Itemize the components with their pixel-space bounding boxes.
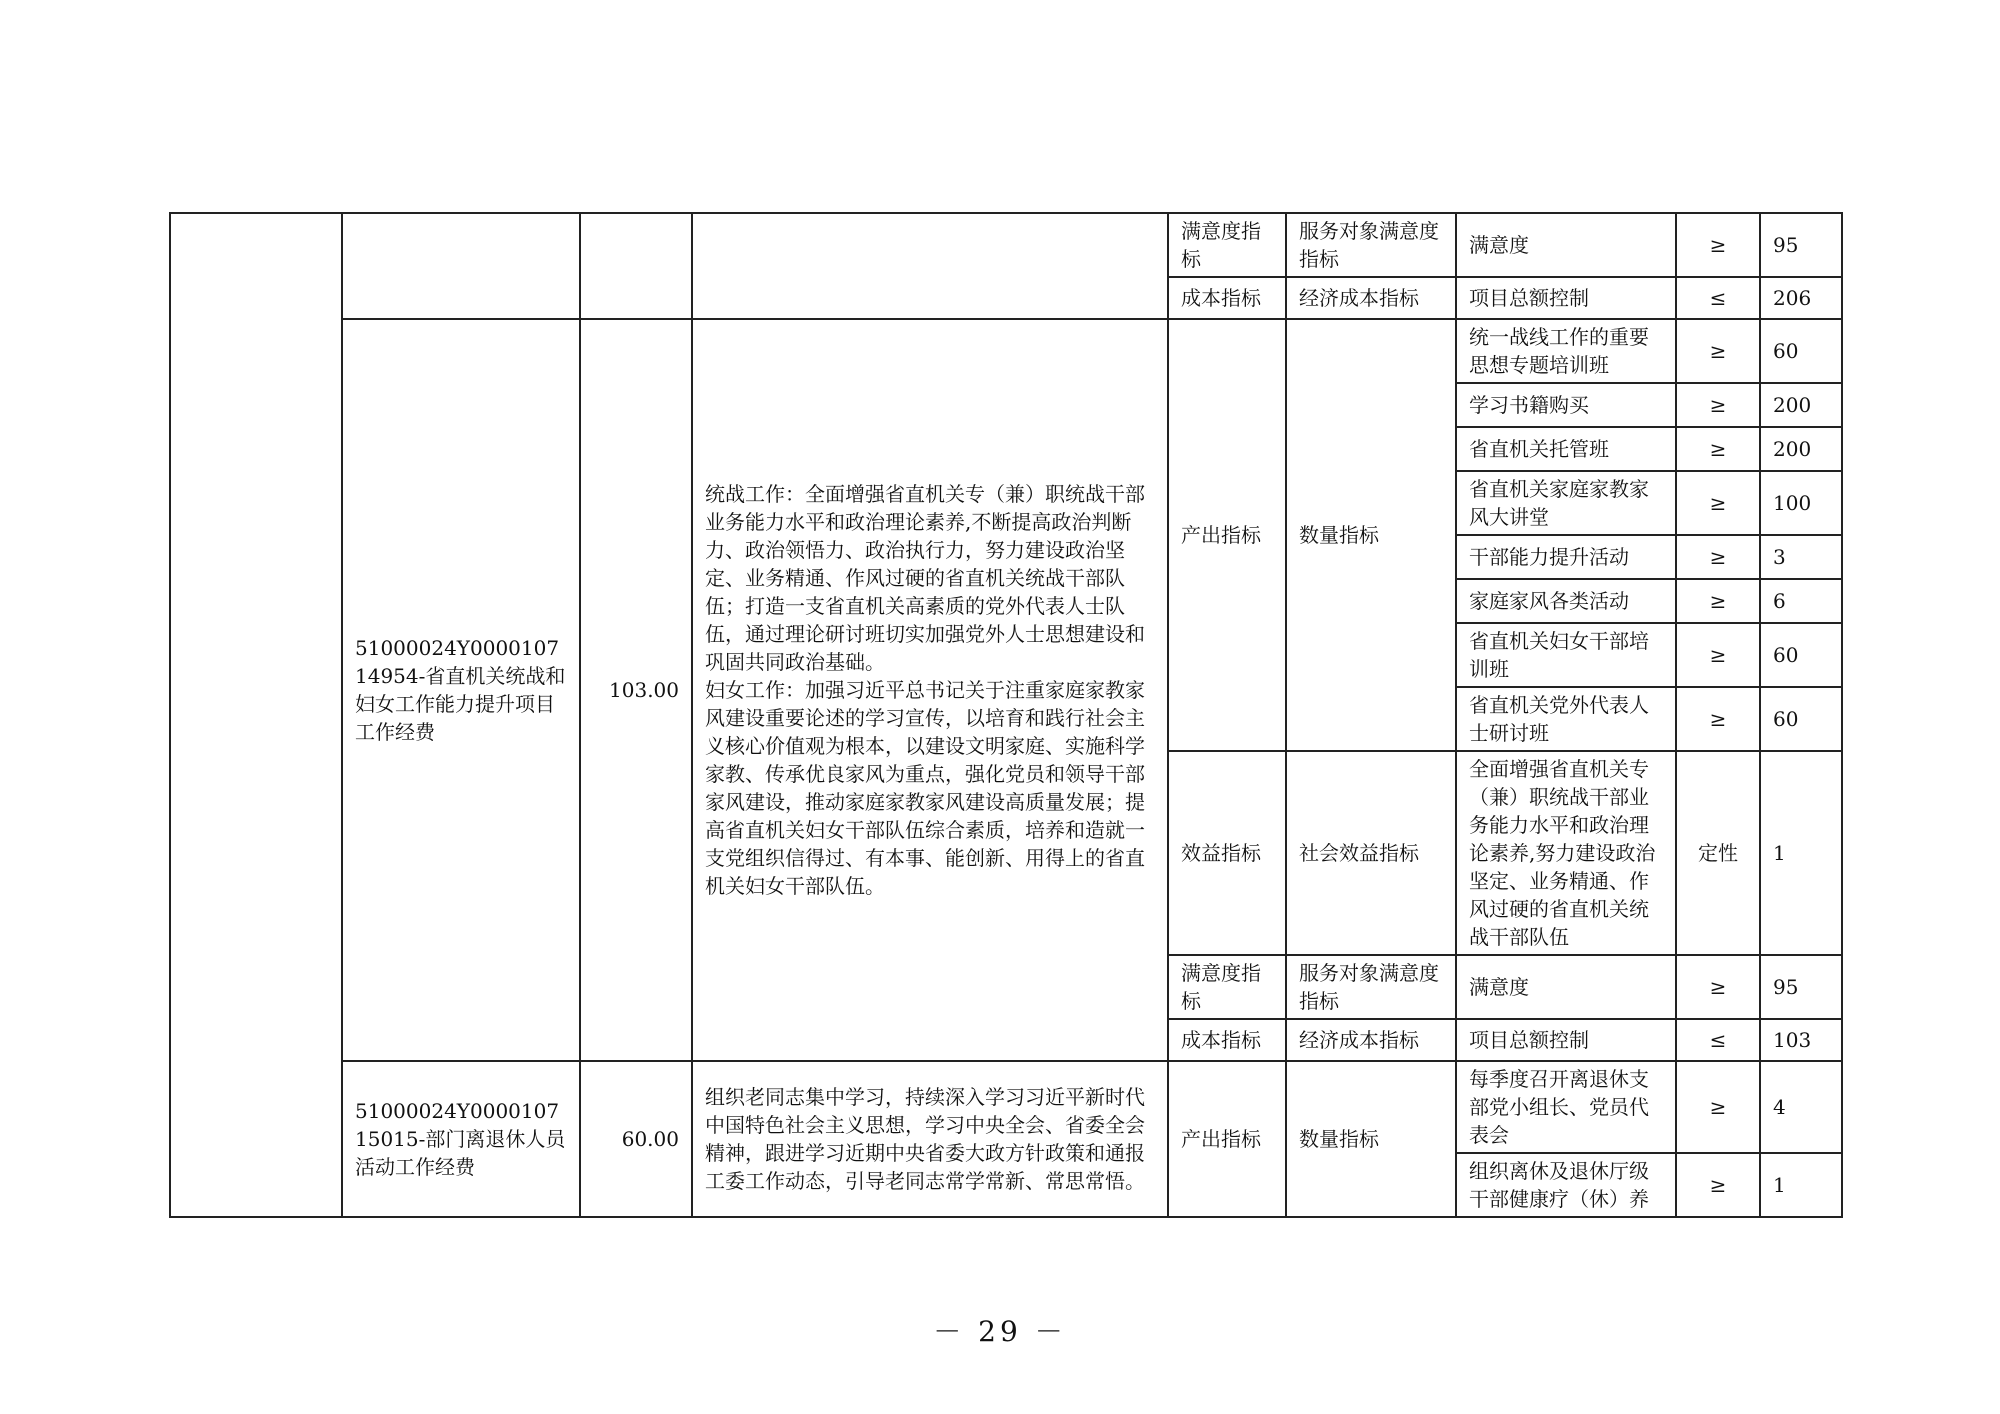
- project-goal: 组织老同志集中学习，持续深入学习习近平新时代中国特色社会主义思想，学习中央全会、省委全会精神，跟进学习近期中央省委大政方针政策和通报工委工作动态，引导老同志常学常新、常思常悟。: [692, 1061, 1168, 1217]
- operator-cell: ≥: [1676, 1153, 1760, 1217]
- operator-cell: ≥: [1676, 471, 1760, 535]
- target-value: 60: [1760, 319, 1842, 383]
- level3-indicator: 省直机关妇女干部培训班: [1456, 623, 1676, 687]
- level1-indicator: 满意度指标: [1168, 955, 1286, 1019]
- operator-cell: ≥: [1676, 623, 1760, 687]
- project-name-cell: [342, 213, 580, 319]
- table-row: [170, 319, 1842, 383]
- project-goal: 统战工作：全面增强省直机关专（兼）职统战干部业务能力水平和政治理论素养,不断提高政治判断力、政治领悟力、政治执行力，努力建设政治坚定、业务精通、作风过硬的省直机关统战干部队伍；打造一支省直机关高素质的党外代表人士队伍，通过理论研讨班切实加强党外人士思想建设和巩固共同政治基础。 妇女工作：加强习近平总书记关于注重家庭家教家风建设重要论述的学习宣传，以培育和践行社会主义核心价值观为根本，以建设文明家庭、实施科学家教、传承优良家风为重点，强化党员和领导干部家风建设，推动家庭家教家风建设高质量发展；提高省直机关妇女干部队伍综合素质，培养和造就一支党组织信得过、有本事、能创新、用得上的省直机关妇女干部队伍。: [692, 319, 1168, 1061]
- operator-cell: ≥: [1676, 1061, 1760, 1153]
- level2-indicator: 经济成本指标: [1286, 277, 1456, 319]
- target-value: 206: [1760, 277, 1842, 319]
- target-value: 60: [1760, 687, 1842, 751]
- department-cell: [170, 213, 342, 1217]
- table-row: [170, 1061, 1842, 1153]
- level3-indicator: 全面增强省直机关专（兼）职统战干部业务能力水平和政治理论素养,努力建设政治坚定、业务精通、作风过硬的省直机关统战干部队伍: [1456, 751, 1676, 955]
- target-value: 4: [1760, 1061, 1842, 1153]
- project-goal-cell: [692, 213, 1168, 319]
- level2-indicator: 经济成本指标: [1286, 1019, 1456, 1061]
- level2-indicator: 社会效益指标: [1286, 751, 1456, 955]
- operator-cell: ≥: [1676, 955, 1760, 1019]
- target-value: 95: [1760, 955, 1842, 1019]
- operator-cell: ≤: [1676, 1019, 1760, 1061]
- level2-indicator: 数量指标: [1286, 319, 1456, 751]
- level3-indicator: 家庭家风各类活动: [1456, 579, 1676, 623]
- level3-indicator: 省直机关托管班: [1456, 427, 1676, 471]
- level2-indicator: 服务对象满意度指标: [1286, 955, 1456, 1019]
- level3-indicator: 满意度: [1456, 955, 1676, 1019]
- project-amount-cell: [580, 213, 692, 319]
- level3-indicator: 项目总额控制: [1456, 1019, 1676, 1061]
- target-value: 1: [1760, 751, 1842, 955]
- project-name: 51000024Y000010715015-部门离退休人员活动工作经费: [342, 1061, 580, 1217]
- level3-indicator: 干部能力提升活动: [1456, 535, 1676, 579]
- table-row: [170, 213, 1842, 277]
- target-value: 200: [1760, 383, 1842, 427]
- operator-cell: 定性: [1676, 751, 1760, 955]
- performance-target-table: [169, 212, 1843, 1218]
- level3-indicator: 学习书籍购买: [1456, 383, 1676, 427]
- level1-indicator: 满意度指标: [1168, 213, 1286, 277]
- project-name: 51000024Y000010714954-省直机关统战和妇女工作能力提升项目工作经费: [342, 319, 580, 1061]
- level1-indicator: 效益指标: [1168, 751, 1286, 955]
- operator-cell: ≥: [1676, 383, 1760, 427]
- operator-cell: ≥: [1676, 579, 1760, 623]
- project-amount: 60.00: [580, 1061, 692, 1217]
- level3-indicator: 省直机关党外代表人士研讨班: [1456, 687, 1676, 751]
- target-value: 3: [1760, 535, 1842, 579]
- level1-indicator: 产出指标: [1168, 319, 1286, 751]
- target-value: 95: [1760, 213, 1842, 277]
- target-value: 200: [1760, 427, 1842, 471]
- level3-indicator: 满意度: [1456, 213, 1676, 277]
- level1-indicator: 成本指标: [1168, 277, 1286, 319]
- level2-indicator: 数量指标: [1286, 1061, 1456, 1217]
- level1-indicator: 产出指标: [1168, 1061, 1286, 1217]
- level3-indicator: 省直机关家庭家教家风大讲堂: [1456, 471, 1676, 535]
- level3-indicator: 每季度召开离退休支部党小组长、党员代表会: [1456, 1061, 1676, 1153]
- target-value: 100: [1760, 471, 1842, 535]
- operator-cell: ≥: [1676, 535, 1760, 579]
- level3-indicator: 统一战线工作的重要思想专题培训班: [1456, 319, 1676, 383]
- project-amount: 103.00: [580, 319, 692, 1061]
- level1-indicator: 成本指标: [1168, 1019, 1286, 1061]
- operator-cell: ≥: [1676, 319, 1760, 383]
- page-number: － 29 －: [933, 1315, 1067, 1348]
- target-value: 6: [1760, 579, 1842, 623]
- target-value: 1: [1760, 1153, 1842, 1217]
- operator-cell: ≤: [1676, 277, 1760, 319]
- target-value: 103: [1760, 1019, 1842, 1061]
- operator-cell: ≥: [1676, 427, 1760, 471]
- level3-indicator: 项目总额控制: [1456, 277, 1676, 319]
- level3-indicator: 组织离休及退休厅级干部健康疗（休）养: [1456, 1153, 1676, 1217]
- operator-cell: ≥: [1676, 213, 1760, 277]
- level2-indicator: 服务对象满意度指标: [1286, 213, 1456, 277]
- operator-cell: ≥: [1676, 687, 1760, 751]
- target-value: 60: [1760, 623, 1842, 687]
